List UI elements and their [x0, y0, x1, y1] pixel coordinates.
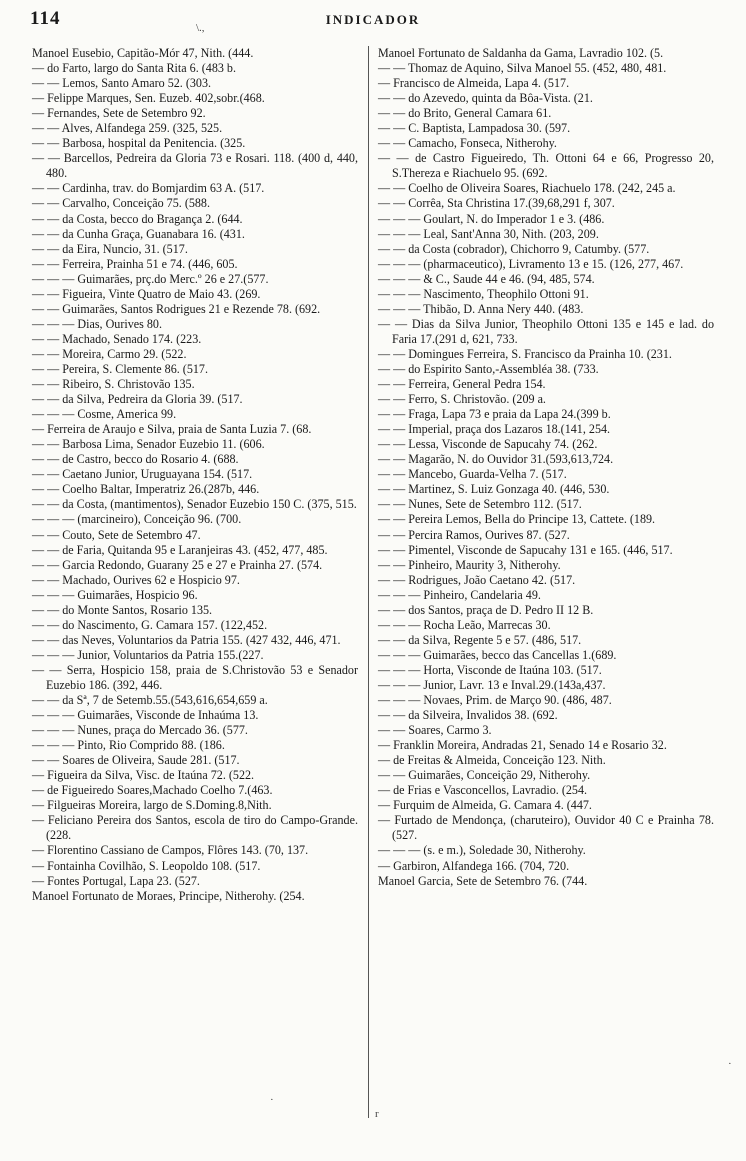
- page-number: 114: [30, 8, 61, 29]
- directory-entry: — de Freitas & Almeida, Conceição 123. Nith.: [378, 753, 606, 768]
- directory-entry: — — — Novaes, Prim. de Março 90. (486, 487.: [378, 693, 612, 708]
- directory-entry: — — — Rocha Leão, Marrecas 30.: [378, 617, 551, 632]
- directory-entry: — Fontainha Covilhão, S. Leopoldo 108. (517.: [32, 858, 261, 873]
- directory-entry: — — Fraga, Lapa 73 e praia da Lapa 24.(399 b.: [378, 407, 611, 422]
- directory-entry: — — da Costa, (mantimentos), Senador Euzebio 150 C. (375, 515.: [32, 497, 357, 512]
- directory-entry: — Fernandes, Sete de Setembro 92.: [32, 106, 206, 121]
- directory-entry: — Fontes Portugal, Lapa 23. (527.: [32, 873, 200, 888]
- directory-entry: Manoel Garcia, Sete de Setembro 76. (744.: [378, 873, 588, 888]
- directory-entry: — — — Guimarães, becco das Cancellas 1.(689.: [378, 647, 617, 662]
- bottom-speck: ·: [270, 1094, 274, 1106]
- directory-entry: — — Soares, Carmo 3.: [378, 723, 492, 738]
- directory-entry: — — Machado, Senado 174. (223.: [32, 331, 202, 346]
- bottom-speck-r: r: [375, 1108, 379, 1120]
- directory-entry: — — Pereira Lemos, Bella do Principe 13, Cattete. (189.: [378, 512, 656, 527]
- directory-entry: — — — Dias, Ourives 80.: [32, 316, 162, 331]
- left-column: [32, 46, 358, 904]
- directory-entry: — — — Nascimento, Theophilo Ottoni 91.: [378, 286, 589, 301]
- directory-entry: — — — Nunes, praça do Mercado 36. (577.: [32, 723, 248, 738]
- directory-entry: — — — Guimarães, Visconde de Inhaúma 13.: [32, 708, 259, 723]
- directory-entry: — — Martinez, S. Luiz Gonzaga 40. (446, 530.: [378, 482, 610, 497]
- directory-entry: — — Ferreira, General Pedra 154.: [378, 377, 546, 392]
- directory-entry: — — da Costa, becco do Bragança 2. (644.: [32, 211, 243, 226]
- directory-entry: — — Imperial, praça dos Lazaros 18.(141, 254.: [378, 422, 611, 437]
- directory-entry: — Franklin Moreira, Andradas 21, Senado 14 e Rosario 32.: [378, 738, 667, 753]
- right-column: [378, 46, 714, 889]
- directory-entry: — — Caetano Junior, Uruguayana 154. (517.: [32, 467, 253, 482]
- directory-entry: — — da Eira, Nuncio, 31. (517.: [32, 241, 188, 256]
- directory-entry: — — Domingues Ferreira, S. Francisco da Prainha 10. (231.: [378, 346, 672, 361]
- directory-entry: — Ferreira de Araujo e Silva, praia de Santa Luzia 7. (68.: [32, 422, 312, 437]
- directory-entry: — Furtado de Mendonça, (charuteiro), Ouvidor 40 C e Prainha 78. (527.: [378, 813, 714, 843]
- directory-entry: — — do Nascimento, G. Camara 157. (122,452.: [32, 617, 268, 632]
- directory-entry: — — — Guimarães, Hospicio 96.: [32, 587, 198, 602]
- directory-entry: Manoel Eusebio, Capitão-Mór 47, Nith. (444.: [32, 46, 254, 60]
- directory-entry: — de Frias e Vasconcellos, Lavradio. (254.: [378, 783, 588, 798]
- directory-entry: — — da Sª, 7 de Setemb.55.(543,616,654,659 a.: [32, 693, 268, 708]
- column-divider: [368, 46, 369, 1118]
- directory-entry: — — de Castro, becco do Rosario 4. (688.: [32, 452, 239, 467]
- directory-entry: — — Soares de Oliveira, Saude 281. (517.: [32, 753, 240, 768]
- directory-entry: — Garbiron, Alfandega 166. (704, 720.: [378, 858, 570, 873]
- directory-entry: — Francisco de Almeida, Lapa 4. (517.: [378, 76, 570, 91]
- directory-entry: — — — (s. e m.), Soledade 30, Nitherohy.: [378, 843, 586, 858]
- directory-entry: — — Serra, Hospicio 158, praia de S.Christovão 53 e Senador Euzebio 186. (392, 446.: [32, 662, 358, 692]
- directory-entry: — — — & C., Saude 44 e 46. (94, 485, 574.: [378, 271, 595, 286]
- directory-entry: — — Cardinha, trav. do Bomjardim 63 A. (517.: [32, 181, 265, 196]
- directory-entry: — — Percira Ramos, Ourives 87. (527.: [378, 527, 570, 542]
- directory-entry: — — do Azevedo, quinta da Bôa-Vista. (21.: [378, 91, 593, 106]
- directory-entry: — — — Cosme, America 99.: [32, 407, 177, 422]
- directory-entry: — — Guimarães, Conceição 29, Nitherohy.: [378, 768, 591, 783]
- directory-entry: — Florentino Cassiano de Campos, Flôres 143. (70, 137.: [32, 843, 309, 858]
- directory-entry: — — Guimarães, Santos Rodrigues 21 e Rezende 78. (692.: [32, 301, 321, 316]
- directory-entry: — — Ferro, S. Christovão. (209 a.: [378, 392, 546, 407]
- directory-entry: Manoel Fortunato de Saldanha da Gama, Lavradio 102. (5.: [378, 46, 664, 60]
- directory-entry: — — Garcia Redondo, Guarany 25 e 27 e Prainha 27. (574.: [32, 557, 323, 572]
- print-speck: \.,: [196, 22, 205, 34]
- directory-entry: — Feliciano Pereira dos Santos, escola de tiro do Campo-Grande. (228.: [32, 813, 358, 843]
- directory-entry: — — — Leal, Sant'Anna 30, Nith. (203, 209.: [378, 226, 599, 241]
- directory-entry: — Furquim de Almeida, G. Camara 4. (447.: [378, 798, 592, 813]
- directory-entry: — — Barcellos, Pedreira da Gloria 73 e Rosari. 118. (400 d, 440, 480.: [32, 151, 358, 181]
- directory-entry: — — C. Baptista, Lampadosa 30. (597.: [378, 121, 571, 136]
- directory-entry: — — — Junior, Lavr. 13 e Inval.29.(143a,437.: [378, 677, 606, 692]
- directory-entry: — — Barbosa, hospital da Penitencia. (325.: [32, 136, 246, 151]
- directory-entry: — — da Silveira, Invalidos 38. (692.: [378, 708, 558, 723]
- directory-entry: — — Camacho, Fonseca, Nitherohy.: [378, 136, 557, 151]
- directory-entry: — — Ferreira, Prainha 51 e 74. (446, 605.: [32, 256, 238, 271]
- directory-entry: — — Coelho Baltar, Imperatriz 26.(287b, 446.: [32, 482, 260, 497]
- directory-entry: — — da Cunha Graça, Guanabara 16. (431.: [32, 226, 245, 241]
- directory-entry: — — Corrêa, Sta Christina 17.(39,68,291 f, 307.: [378, 196, 615, 211]
- directory-entry: — — Pereira, S. Clemente 86. (517.: [32, 361, 208, 376]
- directory-entry: — — Couto, Sete de Setembro 47.: [32, 527, 201, 542]
- directory-entry: — — do Espirito Santo,-Assembléa 38. (733.: [378, 361, 599, 376]
- directory-entry: — — Nunes, Sete de Setembro 112. (517.: [378, 497, 582, 512]
- directory-entry: — — dos Santos, praça de D. Pedro II 12 B.: [378, 602, 594, 617]
- directory-entry: — — Pimentel, Visconde de Sapucahy 131 e 165. (446, 517.: [378, 542, 673, 557]
- directory-entry: — — — Guimarães, prç.do Merc.º 26 e 27.(577.: [32, 271, 269, 286]
- directory-entry: — — Lemos, Santo Amaro 52. (303.: [32, 76, 212, 91]
- directory-entry: — de Figueiredo Soares,Machado Coelho 7.(463.: [32, 783, 273, 798]
- directory-entry: — — — Pinheiro, Candelaria 49.: [378, 587, 541, 602]
- directory-entry: — — Rodrigues, João Caetano 42. (517.: [378, 572, 576, 587]
- directory-entry: — — Coelho de Oliveira Soares, Riachuelo 178. (242, 245 a.: [378, 181, 676, 196]
- directory-entry: — — das Neves, Voluntarios da Patria 155. (427 432, 446, 471.: [32, 632, 341, 647]
- directory-entry: — — Magarão, N. do Ouvidor 31.(593,613,724.: [378, 452, 614, 467]
- directory-entry: — — de Faria, Quitanda 95 e Laranjeiras 43. (452, 477, 485.: [32, 542, 328, 557]
- directory-entry: — — da Costa (cobrador), Chichorro 9, Catumby. (577.: [378, 241, 650, 256]
- page-header: [24, 6, 722, 30]
- directory-entry: — — — Thibão, D. Anna Nery 440. (483.: [378, 301, 584, 316]
- directory-entry: — — Pinheiro, Maurity 3, Nitherohy.: [378, 557, 561, 572]
- directory-entry: — — Barbosa Lima, Senador Euzebio 11. (606.: [32, 437, 265, 452]
- running-title: INDICADOR: [325, 12, 421, 27]
- directory-entry: — — — Horta, Visconde de Itaúna 103. (517.: [378, 662, 602, 677]
- directory-entry: — do Farto, largo do Santa Rita 6. (483 b.: [32, 61, 237, 76]
- directory-entry: — — da Silva, Pedreira da Gloria 39. (517.: [32, 392, 243, 407]
- directory-entry: — — — Junior, Voluntarios da Patria 155.(227.: [32, 647, 264, 662]
- directory-entry: — — do Monte Santos, Rosario 135.: [32, 602, 213, 617]
- directory-entry: — — Lessa, Visconde de Sapucahy 74. (262.: [378, 437, 598, 452]
- directory-entry: — Filgueiras Moreira, largo de S.Doming.8,Nith.: [32, 798, 272, 813]
- directory-entry: — — Figueira, Vinte Quatro de Maio 43. (269.: [32, 286, 261, 301]
- directory-entry: — Felippe Marques, Sen. Euzeb. 402,sobr.(468.: [32, 91, 265, 106]
- directory-entry: — — Dias da Silva Junior, Theophilo Ottoni 135 e 145 e lad. do Faria 17.(291 d, 621, 733.: [378, 316, 714, 346]
- directory-entry: — — — Pinto, Rio Comprido 88. (186.: [32, 738, 225, 753]
- directory-entry: — — da Silva, Regente 5 e 57. (486, 517.: [378, 632, 582, 647]
- directory-entry: — — Alves, Alfandega 259. (325, 525.: [32, 121, 223, 136]
- directory-entry: — — Machado, Ourives 62 e Hospicio 97.: [32, 572, 240, 587]
- margin-speck: ·: [728, 1058, 732, 1070]
- directory-entry: — — de Castro Figueiredo, Th. Ottoni 64 e 66, Progresso 20, S.Thereza e Riachuelo 95. (692.: [378, 151, 714, 181]
- directory-entry: — — Ribeiro, S. Christovão 135.: [32, 377, 195, 392]
- directory-entry: — Figueira da Silva, Visc. de Itaúna 72. (522.: [32, 768, 255, 783]
- directory-entry: Manoel Fortunato de Moraes, Principe, Nitherohy. (254.: [32, 888, 305, 903]
- directory-entry: — — — Goulart, N. do Imperador 1 e 3. (486.: [378, 211, 605, 226]
- directory-entry: — — — (marcineiro), Conceição 96. (700.: [32, 512, 242, 527]
- directory-entry: — — Moreira, Carmo 29. (522.: [32, 346, 187, 361]
- directory-entry: — — do Brito, General Camara 61.: [378, 106, 552, 121]
- directory-entry: — — Mancebo, Guarda-Velha 7. (517.: [378, 467, 567, 482]
- directory-entry: — — — (pharmaceutico), Livramento 13 e 15. (126, 277, 467.: [378, 256, 684, 271]
- directory-entry: — — Thomaz de Aquino, Silva Manoel 55. (452, 480, 481.: [378, 61, 667, 76]
- directory-entry: — — Carvalho, Conceição 75. (588.: [32, 196, 211, 211]
